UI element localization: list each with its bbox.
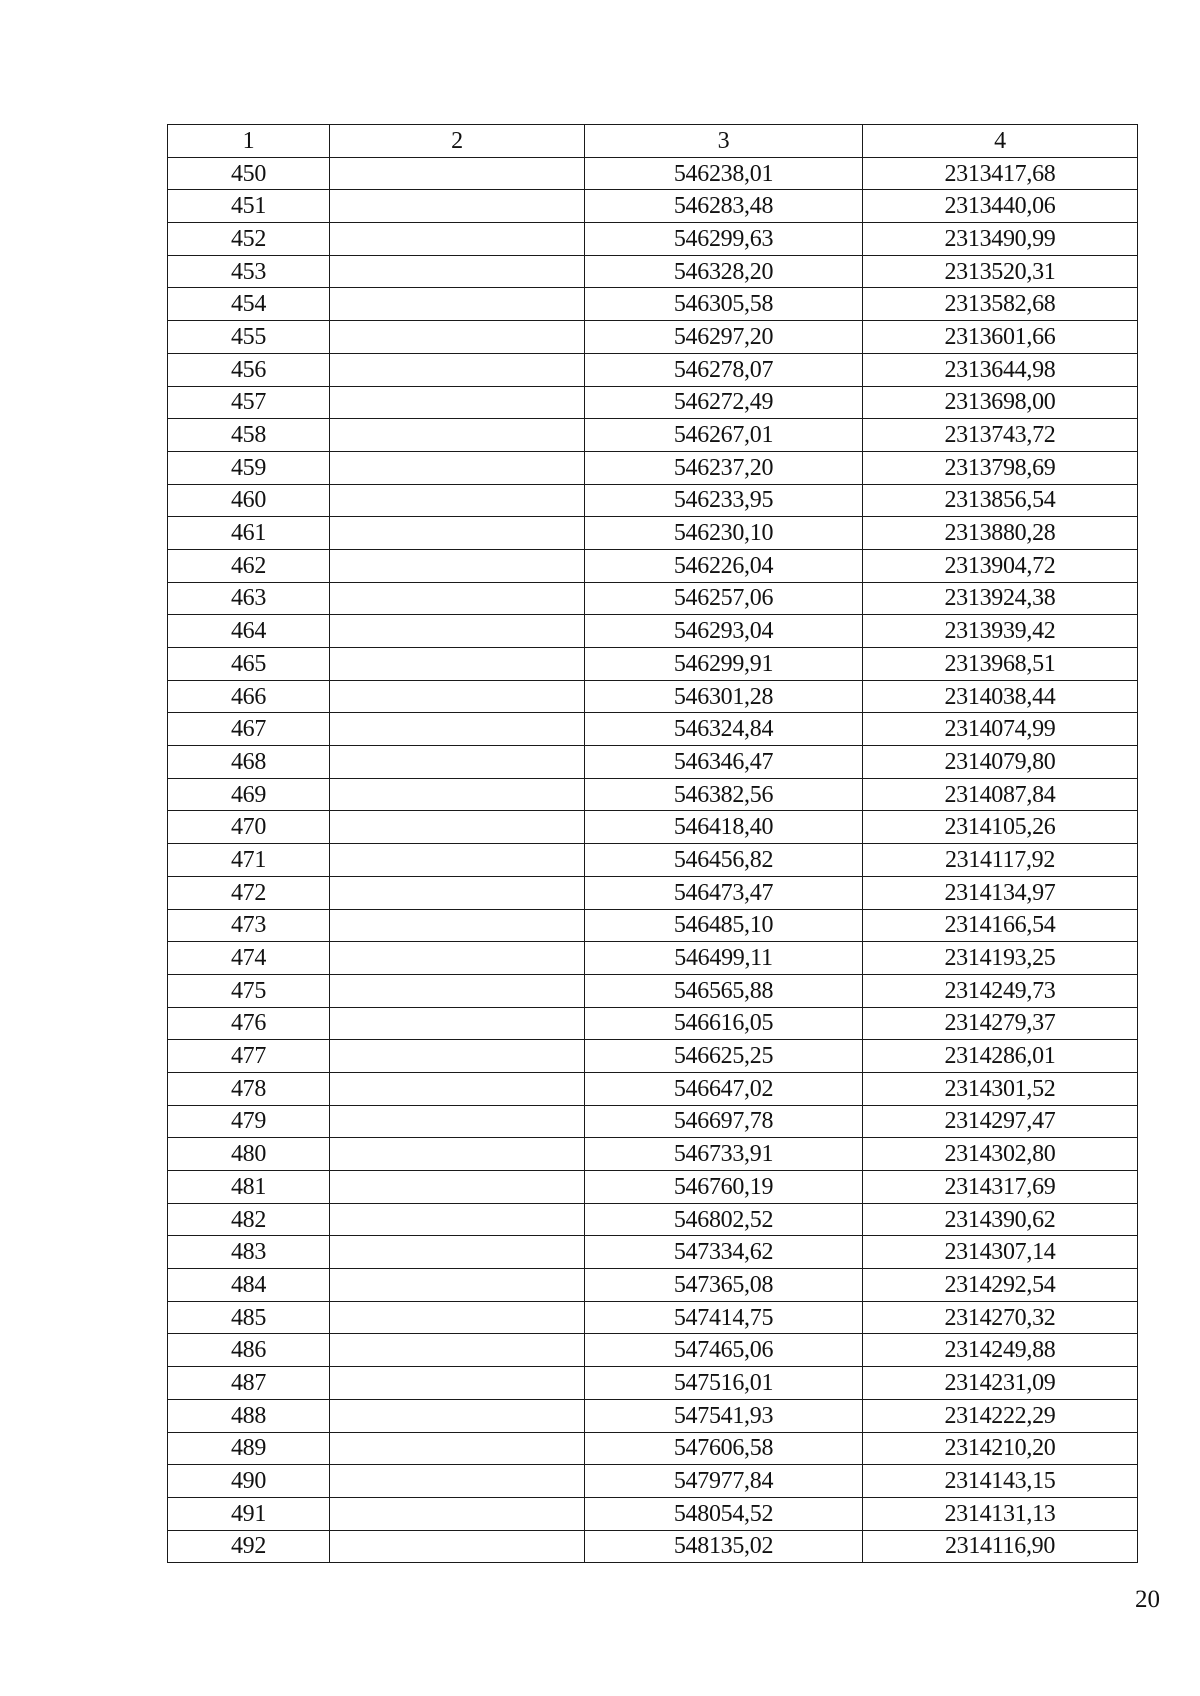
blank-cell	[330, 1399, 585, 1432]
point-number-cell: 482	[168, 1203, 330, 1236]
table-row	[168, 811, 1138, 844]
y-coordinate-cell: 2314074,99	[863, 713, 1138, 746]
table-row	[168, 1432, 1138, 1465]
point-number-cell: 492	[168, 1530, 330, 1563]
blank-cell	[330, 288, 585, 321]
y-coordinate-cell: 2313924,38	[863, 582, 1138, 615]
table-row	[168, 1105, 1138, 1138]
point-number-cell: 457	[168, 386, 330, 419]
y-coordinate-cell: 2313939,42	[863, 615, 1138, 648]
table-row	[168, 321, 1138, 354]
blank-cell	[330, 386, 585, 419]
x-coordinate-cell: 546697,78	[585, 1105, 863, 1138]
y-coordinate-cell: 2314087,84	[863, 778, 1138, 811]
blank-cell	[330, 353, 585, 386]
blank-cell	[330, 713, 585, 746]
y-coordinate-cell: 2313520,31	[863, 255, 1138, 288]
table-row	[168, 1236, 1138, 1269]
x-coordinate-cell: 546299,91	[585, 648, 863, 681]
point-number-cell: 488	[168, 1399, 330, 1432]
point-number-cell: 452	[168, 223, 330, 256]
y-coordinate-cell: 2314166,54	[863, 909, 1138, 942]
blank-cell	[330, 1203, 585, 1236]
blank-cell	[330, 451, 585, 484]
blank-cell	[330, 1269, 585, 1302]
blank-cell	[330, 1072, 585, 1105]
x-coordinate-cell: 546324,84	[585, 713, 863, 746]
point-number-cell: 476	[168, 1007, 330, 1040]
table-row	[168, 1497, 1138, 1530]
table-row	[168, 844, 1138, 877]
x-coordinate-cell: 546565,88	[585, 974, 863, 1007]
x-coordinate-cell: 546473,47	[585, 876, 863, 909]
x-coordinate-cell: 546233,95	[585, 484, 863, 517]
blank-cell	[330, 1530, 585, 1563]
blank-cell	[330, 1367, 585, 1400]
point-number-cell: 470	[168, 811, 330, 844]
point-number-cell: 489	[168, 1432, 330, 1465]
header-cell-col3: 3	[585, 125, 863, 158]
table-row	[168, 549, 1138, 582]
blank-cell	[330, 419, 585, 452]
table-row	[168, 1171, 1138, 1204]
blank-cell	[330, 1432, 585, 1465]
blank-cell	[330, 1301, 585, 1334]
blank-cell	[330, 844, 585, 877]
x-coordinate-cell: 546647,02	[585, 1072, 863, 1105]
table-row	[168, 190, 1138, 223]
point-number-cell: 472	[168, 876, 330, 909]
table-row	[168, 517, 1138, 550]
y-coordinate-cell: 2314292,54	[863, 1269, 1138, 1302]
table-row	[168, 1040, 1138, 1073]
table-row	[168, 648, 1138, 681]
blank-cell	[330, 1138, 585, 1171]
x-coordinate-cell: 546238,01	[585, 157, 863, 190]
point-number-cell: 486	[168, 1334, 330, 1367]
table-row	[168, 1367, 1138, 1400]
x-coordinate-cell: 546237,20	[585, 451, 863, 484]
x-coordinate-cell: 546346,47	[585, 746, 863, 779]
header-cell-col2: 2	[330, 125, 585, 158]
blank-cell	[330, 1171, 585, 1204]
y-coordinate-cell: 2313698,00	[863, 386, 1138, 419]
y-coordinate-cell: 2314231,09	[863, 1367, 1138, 1400]
y-coordinate-cell: 2314134,97	[863, 876, 1138, 909]
table-row	[168, 713, 1138, 746]
table-row	[168, 746, 1138, 779]
table-body	[168, 157, 1138, 1563]
y-coordinate-cell: 2314279,37	[863, 1007, 1138, 1040]
point-number-cell: 464	[168, 615, 330, 648]
y-coordinate-cell: 2314222,29	[863, 1399, 1138, 1432]
point-number-cell: 450	[168, 157, 330, 190]
x-coordinate-cell: 547365,08	[585, 1269, 863, 1302]
table-row	[168, 386, 1138, 419]
point-number-cell: 483	[168, 1236, 330, 1269]
point-number-cell: 471	[168, 844, 330, 877]
point-number-cell: 491	[168, 1497, 330, 1530]
point-number-cell: 462	[168, 549, 330, 582]
x-coordinate-cell: 546625,25	[585, 1040, 863, 1073]
blank-cell	[330, 190, 585, 223]
point-number-cell: 466	[168, 680, 330, 713]
blank-cell	[330, 876, 585, 909]
table-header	[168, 125, 1138, 158]
point-number-cell: 465	[168, 648, 330, 681]
point-number-cell: 490	[168, 1465, 330, 1498]
y-coordinate-cell: 2314301,52	[863, 1072, 1138, 1105]
table-row	[168, 419, 1138, 452]
point-number-cell: 481	[168, 1171, 330, 1204]
point-number-cell: 456	[168, 353, 330, 386]
blank-cell	[330, 974, 585, 1007]
table-row	[168, 1007, 1138, 1040]
blank-cell	[330, 321, 585, 354]
header-cell-col4: 4	[863, 125, 1138, 158]
y-coordinate-cell: 2313798,69	[863, 451, 1138, 484]
table-row	[168, 1072, 1138, 1105]
blank-cell	[330, 648, 585, 681]
x-coordinate-cell: 548054,52	[585, 1497, 863, 1530]
table-row	[168, 1530, 1138, 1563]
y-coordinate-cell: 2314302,80	[863, 1138, 1138, 1171]
x-coordinate-cell: 546328,20	[585, 255, 863, 288]
point-number-cell: 463	[168, 582, 330, 615]
point-number-cell: 460	[168, 484, 330, 517]
table-row	[168, 974, 1138, 1007]
table-row	[168, 778, 1138, 811]
table-row	[168, 909, 1138, 942]
blank-cell	[330, 549, 585, 582]
x-coordinate-cell: 546272,49	[585, 386, 863, 419]
y-coordinate-cell: 2313440,06	[863, 190, 1138, 223]
y-coordinate-cell: 2313582,68	[863, 288, 1138, 321]
x-coordinate-cell: 547465,06	[585, 1334, 863, 1367]
y-coordinate-cell: 2314116,90	[863, 1530, 1138, 1563]
point-number-cell: 480	[168, 1138, 330, 1171]
table-row	[168, 1301, 1138, 1334]
x-coordinate-cell: 546257,06	[585, 582, 863, 615]
point-number-cell: 454	[168, 288, 330, 321]
x-coordinate-cell: 546616,05	[585, 1007, 863, 1040]
y-coordinate-cell: 2313880,28	[863, 517, 1138, 550]
x-coordinate-cell: 547414,75	[585, 1301, 863, 1334]
x-coordinate-cell: 546760,19	[585, 1171, 863, 1204]
point-number-cell: 453	[168, 255, 330, 288]
y-coordinate-cell: 2314210,20	[863, 1432, 1138, 1465]
blank-cell	[330, 942, 585, 975]
header-cell-col1: 1	[168, 125, 330, 158]
coordinates-table	[167, 124, 1138, 1563]
point-number-cell: 479	[168, 1105, 330, 1138]
y-coordinate-cell: 2314270,32	[863, 1301, 1138, 1334]
blank-cell	[330, 517, 585, 550]
blank-cell	[330, 1007, 585, 1040]
blank-cell	[330, 1236, 585, 1269]
x-coordinate-cell: 547516,01	[585, 1367, 863, 1400]
y-coordinate-cell: 2313968,51	[863, 648, 1138, 681]
table-row	[168, 223, 1138, 256]
y-coordinate-cell: 2313601,66	[863, 321, 1138, 354]
table-row	[168, 484, 1138, 517]
point-number-cell: 473	[168, 909, 330, 942]
x-coordinate-cell: 546283,48	[585, 190, 863, 223]
y-coordinate-cell: 2314390,62	[863, 1203, 1138, 1236]
table-row	[168, 876, 1138, 909]
blank-cell	[330, 1497, 585, 1530]
point-number-cell: 485	[168, 1301, 330, 1334]
y-coordinate-cell: 2314193,25	[863, 942, 1138, 975]
blank-cell	[330, 1105, 585, 1138]
x-coordinate-cell: 548135,02	[585, 1530, 863, 1563]
x-coordinate-cell: 547977,84	[585, 1465, 863, 1498]
y-coordinate-cell: 2313856,54	[863, 484, 1138, 517]
x-coordinate-cell: 546305,58	[585, 288, 863, 321]
x-coordinate-cell: 546297,20	[585, 321, 863, 354]
blank-cell	[330, 909, 585, 942]
point-number-cell: 455	[168, 321, 330, 354]
point-number-cell: 475	[168, 974, 330, 1007]
table-row	[168, 615, 1138, 648]
x-coordinate-cell: 546226,04	[585, 549, 863, 582]
blank-cell	[330, 778, 585, 811]
point-number-cell: 458	[168, 419, 330, 452]
y-coordinate-cell: 2313490,99	[863, 223, 1138, 256]
x-coordinate-cell: 546230,10	[585, 517, 863, 550]
point-number-cell: 474	[168, 942, 330, 975]
table-row	[168, 157, 1138, 190]
table-row	[168, 680, 1138, 713]
table-row	[168, 451, 1138, 484]
blank-cell	[330, 1040, 585, 1073]
blank-cell	[330, 255, 585, 288]
y-coordinate-cell: 2313417,68	[863, 157, 1138, 190]
x-coordinate-cell: 546499,11	[585, 942, 863, 975]
x-coordinate-cell: 546293,04	[585, 615, 863, 648]
y-coordinate-cell: 2314286,01	[863, 1040, 1138, 1073]
blank-cell	[330, 1465, 585, 1498]
y-coordinate-cell: 2314143,15	[863, 1465, 1138, 1498]
x-coordinate-cell: 546299,63	[585, 223, 863, 256]
table-row	[168, 582, 1138, 615]
blank-cell	[330, 484, 585, 517]
table-row	[168, 1269, 1138, 1302]
x-coordinate-cell: 546733,91	[585, 1138, 863, 1171]
y-coordinate-cell: 2314307,14	[863, 1236, 1138, 1269]
blank-cell	[330, 223, 585, 256]
x-coordinate-cell: 546456,82	[585, 844, 863, 877]
point-number-cell: 477	[168, 1040, 330, 1073]
blank-cell	[330, 1334, 585, 1367]
table-row	[168, 1399, 1138, 1432]
x-coordinate-cell: 547334,62	[585, 1236, 863, 1269]
point-number-cell: 451	[168, 190, 330, 223]
y-coordinate-cell: 2313743,72	[863, 419, 1138, 452]
table-row	[168, 255, 1138, 288]
header-row	[168, 125, 1138, 158]
x-coordinate-cell: 546485,10	[585, 909, 863, 942]
y-coordinate-cell: 2314131,13	[863, 1497, 1138, 1530]
page-number: 20	[1135, 1586, 1160, 1613]
blank-cell	[330, 157, 585, 190]
blank-cell	[330, 811, 585, 844]
point-number-cell: 461	[168, 517, 330, 550]
point-number-cell: 487	[168, 1367, 330, 1400]
table-row	[168, 1465, 1138, 1498]
point-number-cell: 459	[168, 451, 330, 484]
y-coordinate-cell: 2313904,72	[863, 549, 1138, 582]
point-number-cell: 468	[168, 746, 330, 779]
point-number-cell: 484	[168, 1269, 330, 1302]
x-coordinate-cell: 546382,56	[585, 778, 863, 811]
blank-cell	[330, 680, 585, 713]
x-coordinate-cell: 546278,07	[585, 353, 863, 386]
y-coordinate-cell: 2314117,92	[863, 844, 1138, 877]
y-coordinate-cell: 2313644,98	[863, 353, 1138, 386]
blank-cell	[330, 582, 585, 615]
y-coordinate-cell: 2314297,47	[863, 1105, 1138, 1138]
y-coordinate-cell: 2314038,44	[863, 680, 1138, 713]
y-coordinate-cell: 2314249,88	[863, 1334, 1138, 1367]
x-coordinate-cell: 546301,28	[585, 680, 863, 713]
y-coordinate-cell: 2314249,73	[863, 974, 1138, 1007]
y-coordinate-cell: 2314079,80	[863, 746, 1138, 779]
x-coordinate-cell: 547541,93	[585, 1399, 863, 1432]
table-row	[168, 1203, 1138, 1236]
y-coordinate-cell: 2314105,26	[863, 811, 1138, 844]
table-row	[168, 288, 1138, 321]
blank-cell	[330, 746, 585, 779]
point-number-cell: 469	[168, 778, 330, 811]
x-coordinate-cell: 547606,58	[585, 1432, 863, 1465]
x-coordinate-cell: 546267,01	[585, 419, 863, 452]
table-row	[168, 1334, 1138, 1367]
point-number-cell: 478	[168, 1072, 330, 1105]
table-row	[168, 353, 1138, 386]
blank-cell	[330, 615, 585, 648]
table-row	[168, 942, 1138, 975]
y-coordinate-cell: 2314317,69	[863, 1171, 1138, 1204]
table-row	[168, 1138, 1138, 1171]
x-coordinate-cell: 546418,40	[585, 811, 863, 844]
x-coordinate-cell: 546802,52	[585, 1203, 863, 1236]
point-number-cell: 467	[168, 713, 330, 746]
